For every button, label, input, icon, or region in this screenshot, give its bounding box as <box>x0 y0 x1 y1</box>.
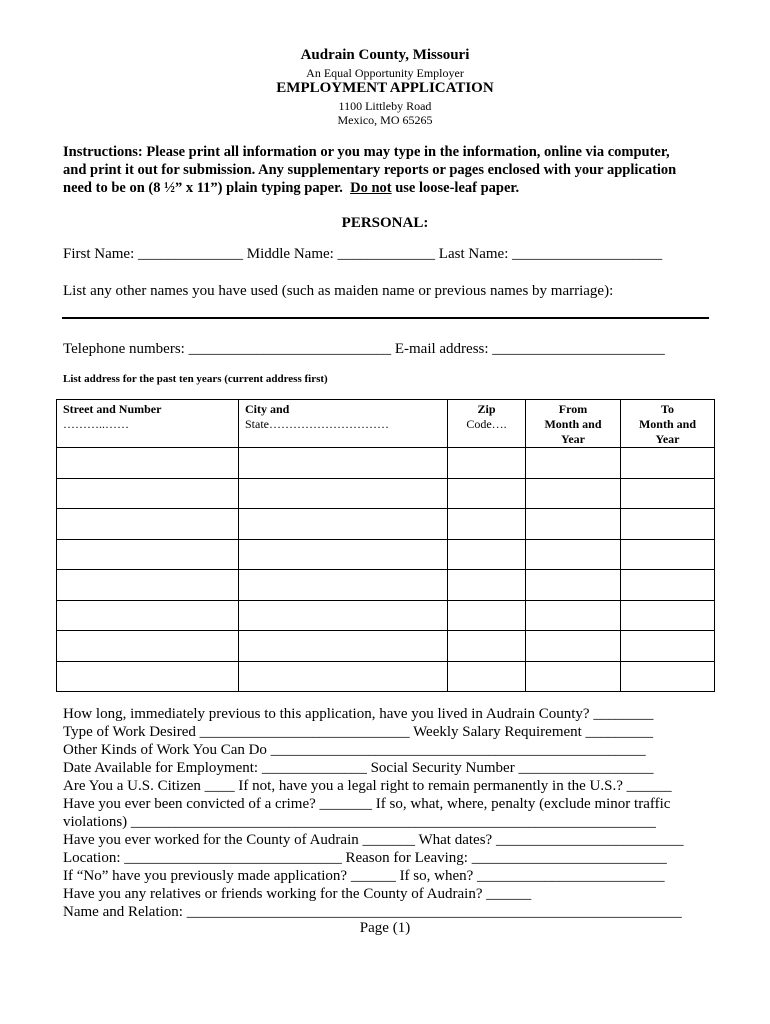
table-cell[interactable] <box>239 661 448 692</box>
table-cell[interactable] <box>448 448 526 479</box>
table-cell[interactable] <box>57 509 239 540</box>
address-history-table <box>56 399 715 692</box>
question-name-relation[interactable]: Name and Relation: __________________________________________________________________ <box>63 904 682 920</box>
other-names-answer-line[interactable] <box>62 317 709 319</box>
table-row <box>57 509 715 540</box>
col-to-l3: Year <box>655 432 680 446</box>
table-cell[interactable] <box>239 570 448 601</box>
table-cell[interactable] <box>621 448 715 479</box>
col-from-l1: From <box>558 402 588 416</box>
table-cell[interactable] <box>239 631 448 662</box>
table-cell[interactable] <box>526 448 621 479</box>
question-prior-county-work[interactable]: Have you ever worked for the County of Audrain _______ What dates? _________________________ <box>63 832 684 848</box>
table-cell[interactable] <box>57 570 239 601</box>
table-cell[interactable] <box>526 570 621 601</box>
table-row <box>57 570 715 601</box>
table-cell[interactable] <box>448 661 526 692</box>
question-convictions-detail[interactable]: violations) ______________________________________________________________________ <box>63 814 656 830</box>
table-cell[interactable] <box>448 539 526 570</box>
table-cell[interactable] <box>57 478 239 509</box>
col-city-label: City and <box>245 402 290 416</box>
table-header-row <box>57 400 715 448</box>
instructions-line-1: Instructions: Please print all information or you may type in the information, online via computer, <box>63 144 670 160</box>
do-not-emphasis: Do not <box>350 180 392 196</box>
table-cell[interactable] <box>448 600 526 631</box>
table-row <box>57 539 715 570</box>
table-cell[interactable] <box>448 509 526 540</box>
table-cell[interactable] <box>621 570 715 601</box>
table-cell[interactable] <box>448 570 526 601</box>
other-names-prompt: List any other names you have used (such as maiden name or previous names by marriage): <box>63 283 614 299</box>
col-zip-label: Zip <box>477 402 496 416</box>
table-row <box>57 661 715 692</box>
table-cell[interactable] <box>526 631 621 662</box>
col-from-l2: Month and <box>544 417 602 431</box>
address-table-caption: List address for the past ten years (current address first) <box>63 373 328 385</box>
instructions-line-3 <box>63 180 519 197</box>
col-zip-sub: Code…. <box>466 417 507 431</box>
question-location-reason[interactable]: Location: _____________________________ Reason for Leaving: __________________________ <box>63 850 667 866</box>
table-cell[interactable] <box>526 661 621 692</box>
name-fields-line[interactable]: First Name: ______________ Middle Name: _____________ Last Name: ____________________ <box>63 246 663 262</box>
table-cell[interactable] <box>526 509 621 540</box>
table-cell[interactable] <box>448 631 526 662</box>
table-cell[interactable] <box>621 478 715 509</box>
col-to-header <box>621 400 715 448</box>
table-cell[interactable] <box>239 509 448 540</box>
col-street-dots: ………..…… <box>63 417 129 431</box>
col-to-l2: Month and <box>638 417 697 431</box>
table-cell[interactable] <box>239 478 448 509</box>
address-line-1: 1100 Littleby Road <box>338 99 432 113</box>
table-cell[interactable] <box>526 600 621 631</box>
question-date-available[interactable]: Date Available for Employment: ______________ Social Security Number __________________ <box>63 760 654 776</box>
question-residency-duration[interactable]: How long, immediately previous to this application, have you lived in Audrain County? ________ <box>63 706 654 722</box>
county-name: Audrain County, Missouri <box>300 47 470 63</box>
table-cell[interactable] <box>57 448 239 479</box>
col-from-header <box>526 400 621 448</box>
table-cell[interactable] <box>621 600 715 631</box>
col-city-sub: State………………………… <box>245 417 389 431</box>
table-cell[interactable] <box>239 539 448 570</box>
contact-fields-line[interactable]: Telephone numbers: ___________________________ E-mail address: _______________________ <box>63 341 665 357</box>
table-cell[interactable] <box>526 478 621 509</box>
question-previous-application[interactable]: If “No” have you previously made application? ______ If so, when? _________________________ <box>63 868 665 884</box>
table-cell[interactable] <box>448 478 526 509</box>
table-cell[interactable] <box>57 631 239 662</box>
col-to-l1: To <box>661 402 674 416</box>
instructions-line-3-end: use loose-leaf paper. <box>391 180 520 196</box>
table-cell[interactable] <box>621 539 715 570</box>
form-title: EMPLOYMENT APPLICATION <box>276 80 494 96</box>
instructions-line-3-start: need to be on (8 ½” x 11”) plain typing paper. <box>63 180 351 196</box>
table-cell[interactable] <box>57 600 239 631</box>
table-cell[interactable] <box>239 600 448 631</box>
table-row <box>57 631 715 662</box>
table-row <box>57 478 715 509</box>
section-heading-personal: PERSONAL: <box>341 215 429 231</box>
col-street-header <box>57 400 239 448</box>
address-line-2: Mexico, MO 65265 <box>337 113 433 127</box>
col-from-l3: Year <box>561 432 585 446</box>
employer-note: An Equal Opportunity Employer <box>306 66 464 80</box>
question-relatives[interactable]: Have you any relatives or friends working for the County of Audrain? ______ <box>63 886 532 902</box>
question-work-desired[interactable]: Type of Work Desired ____________________________ Weekly Salary Requirement _________ <box>63 724 654 740</box>
table-cell[interactable] <box>621 661 715 692</box>
table-row <box>57 448 715 479</box>
col-city-header <box>239 400 448 448</box>
table-cell[interactable] <box>239 448 448 479</box>
table-cell[interactable] <box>526 539 621 570</box>
question-convictions[interactable]: Have you ever been convicted of a crime? _______ If so, what, where, penalty (exclude minor traffic <box>63 796 671 812</box>
table-cell[interactable] <box>621 509 715 540</box>
col-zip-header <box>448 400 526 448</box>
question-other-work[interactable]: Other Kinds of Work You Can Do __________________________________________________ <box>63 742 646 758</box>
table-cell[interactable] <box>621 631 715 662</box>
question-citizenship[interactable]: Are You a U.S. Citizen ____ If not, have you a legal right to remain permanently in the U.S.? ______ <box>63 778 672 794</box>
table-cell[interactable] <box>57 539 239 570</box>
instructions-line-2: and print it out for submission. Any supplementary reports or pages enclosed with your application <box>63 162 677 178</box>
table-cell[interactable] <box>57 661 239 692</box>
col-street-label: Street and Number <box>63 402 162 416</box>
table-row <box>57 600 715 631</box>
page-number: Page (1) <box>359 920 411 936</box>
